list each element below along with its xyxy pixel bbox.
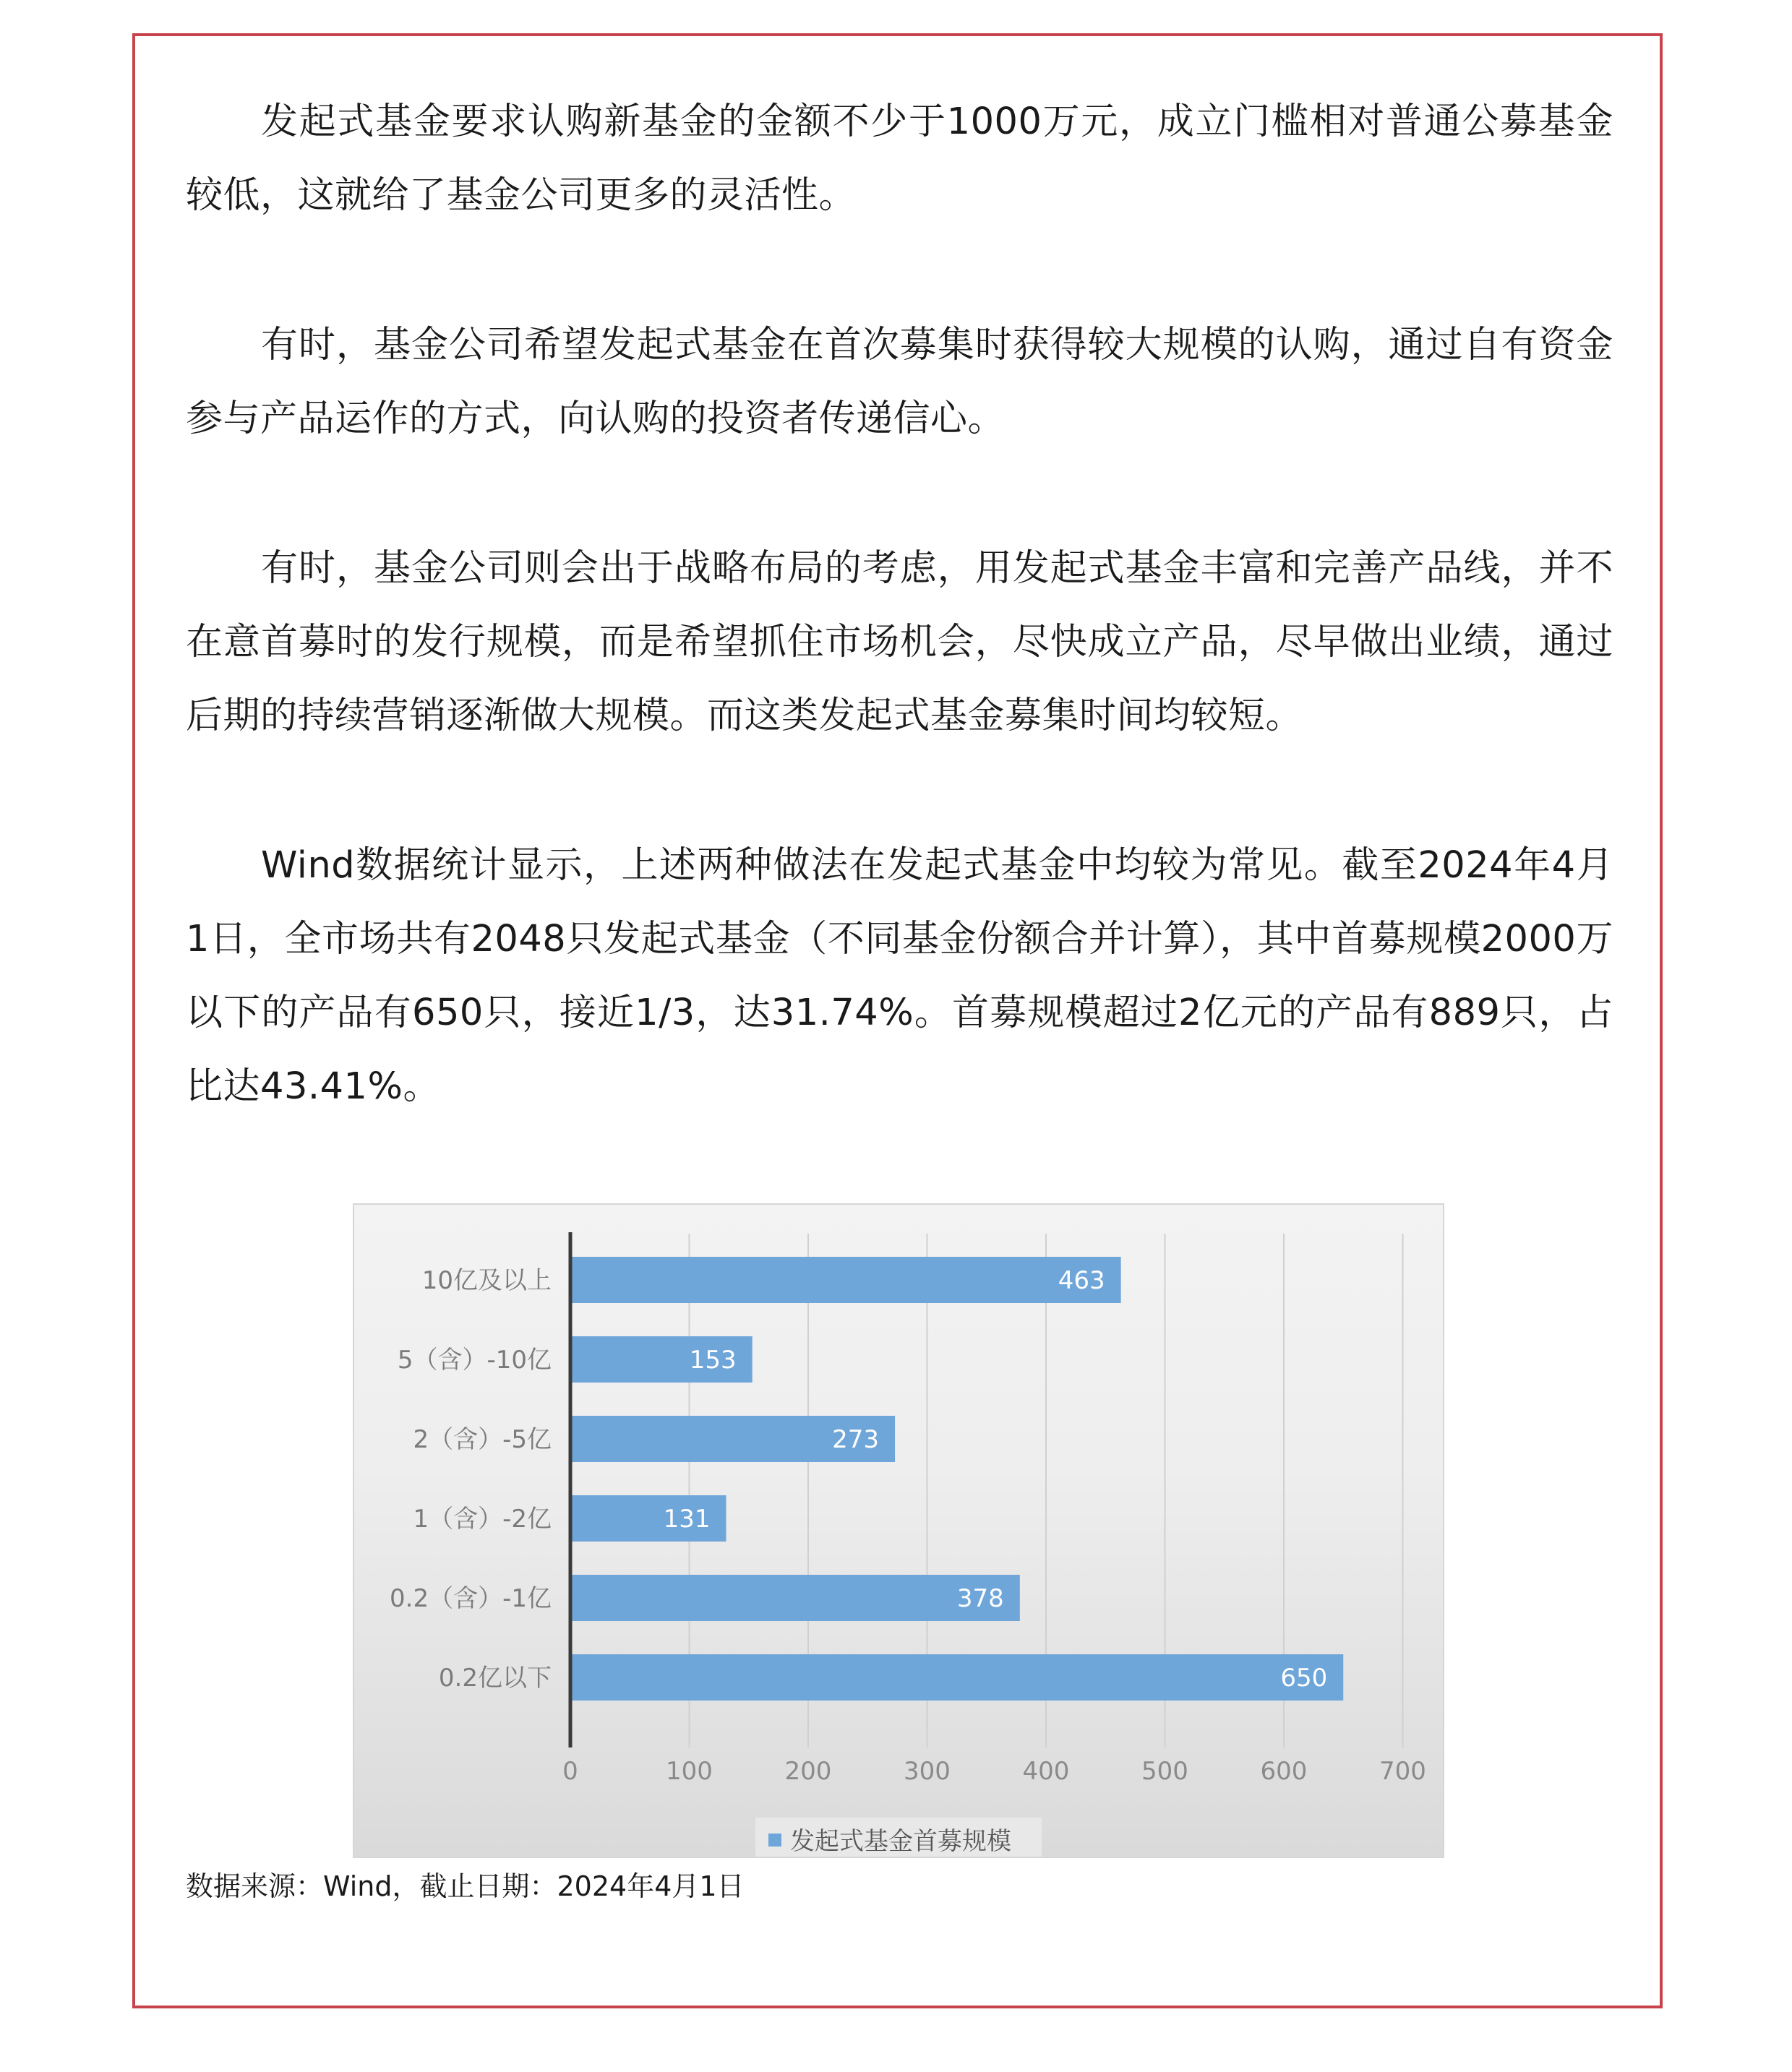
category-label-1: 5（含）-10亿 xyxy=(397,1346,552,1375)
category-label-0: 10亿及以上 xyxy=(421,1266,552,1295)
legend-swatch xyxy=(768,1834,781,1847)
bar-5 xyxy=(570,1654,1343,1701)
x-tick-label-400: 400 xyxy=(1022,1757,1070,1786)
category-label-4: 0.2（含）-1亿 xyxy=(390,1584,552,1613)
paragraph-3: 有时，基金公司则会出于战略布局的考虑，用发起式基金丰富和完善产品线，并不在意首募时的发行规模，而是希望抓住市场机会，尽快成立产品，尽早做出业绩，通过后期的持续营销逐渐做大规模。而这类发起式基金募集时间均较短。 xyxy=(186,547,1613,737)
bar-value-label-1: 153 xyxy=(689,1346,737,1375)
x-tick-label-300: 300 xyxy=(904,1757,951,1786)
bar-value-label-4: 378 xyxy=(956,1584,1004,1613)
x-tick-label-100: 100 xyxy=(666,1757,713,1786)
x-tick-label-600: 600 xyxy=(1260,1757,1308,1786)
chart-svg xyxy=(354,1205,1443,1857)
x-tick-label-700: 700 xyxy=(1379,1757,1426,1786)
bar-value-label-0: 463 xyxy=(1058,1266,1105,1295)
x-tick-label-0: 0 xyxy=(562,1757,578,1786)
bar-4 xyxy=(570,1575,1020,1621)
bar-value-label-3: 131 xyxy=(663,1505,711,1534)
source-note: 数据来源：Wind，截止日期：2024年4月1日 xyxy=(186,1870,745,1902)
category-label-3: 1（含）-2亿 xyxy=(413,1505,552,1534)
x-tick-label-200: 200 xyxy=(784,1757,832,1786)
category-label-5: 0.2亿以下 xyxy=(438,1664,552,1693)
x-tick-label-500: 500 xyxy=(1141,1757,1188,1786)
fund-size-chart xyxy=(353,1203,1444,1858)
paragraph-2: 有时，基金公司希望发起式基金在首次募集时获得较大规模的认购，通过自有资金参与产品运作的方式，向认购的投资者传递信心。 xyxy=(186,324,1613,440)
paragraph-4: Wind数据统计显示，上述两种做法在发起式基金中均较为常见。截至2024年4月1日，全市场共有2048只发起式基金（不同基金份额合并计算），其中首募规模2000万以下的产品有650只，接近1/3，达31.74%。首募规模超过2亿元的产品有889只，占比达43.41%。 xyxy=(186,844,1613,1108)
legend-label: 发起式基金首募规模 xyxy=(790,1827,1011,1856)
bar-value-label-5: 650 xyxy=(1280,1664,1328,1693)
bar-0 xyxy=(570,1257,1121,1303)
paragraph-1: 发起式基金要求认购新基金的金额不少于1000万元，成立门槛相对普通公募基金较低，这就给了基金公司更多的灵活性。 xyxy=(186,100,1613,217)
category-label-2: 2（含）-5亿 xyxy=(413,1425,552,1454)
bar-value-label-2: 273 xyxy=(832,1425,880,1454)
